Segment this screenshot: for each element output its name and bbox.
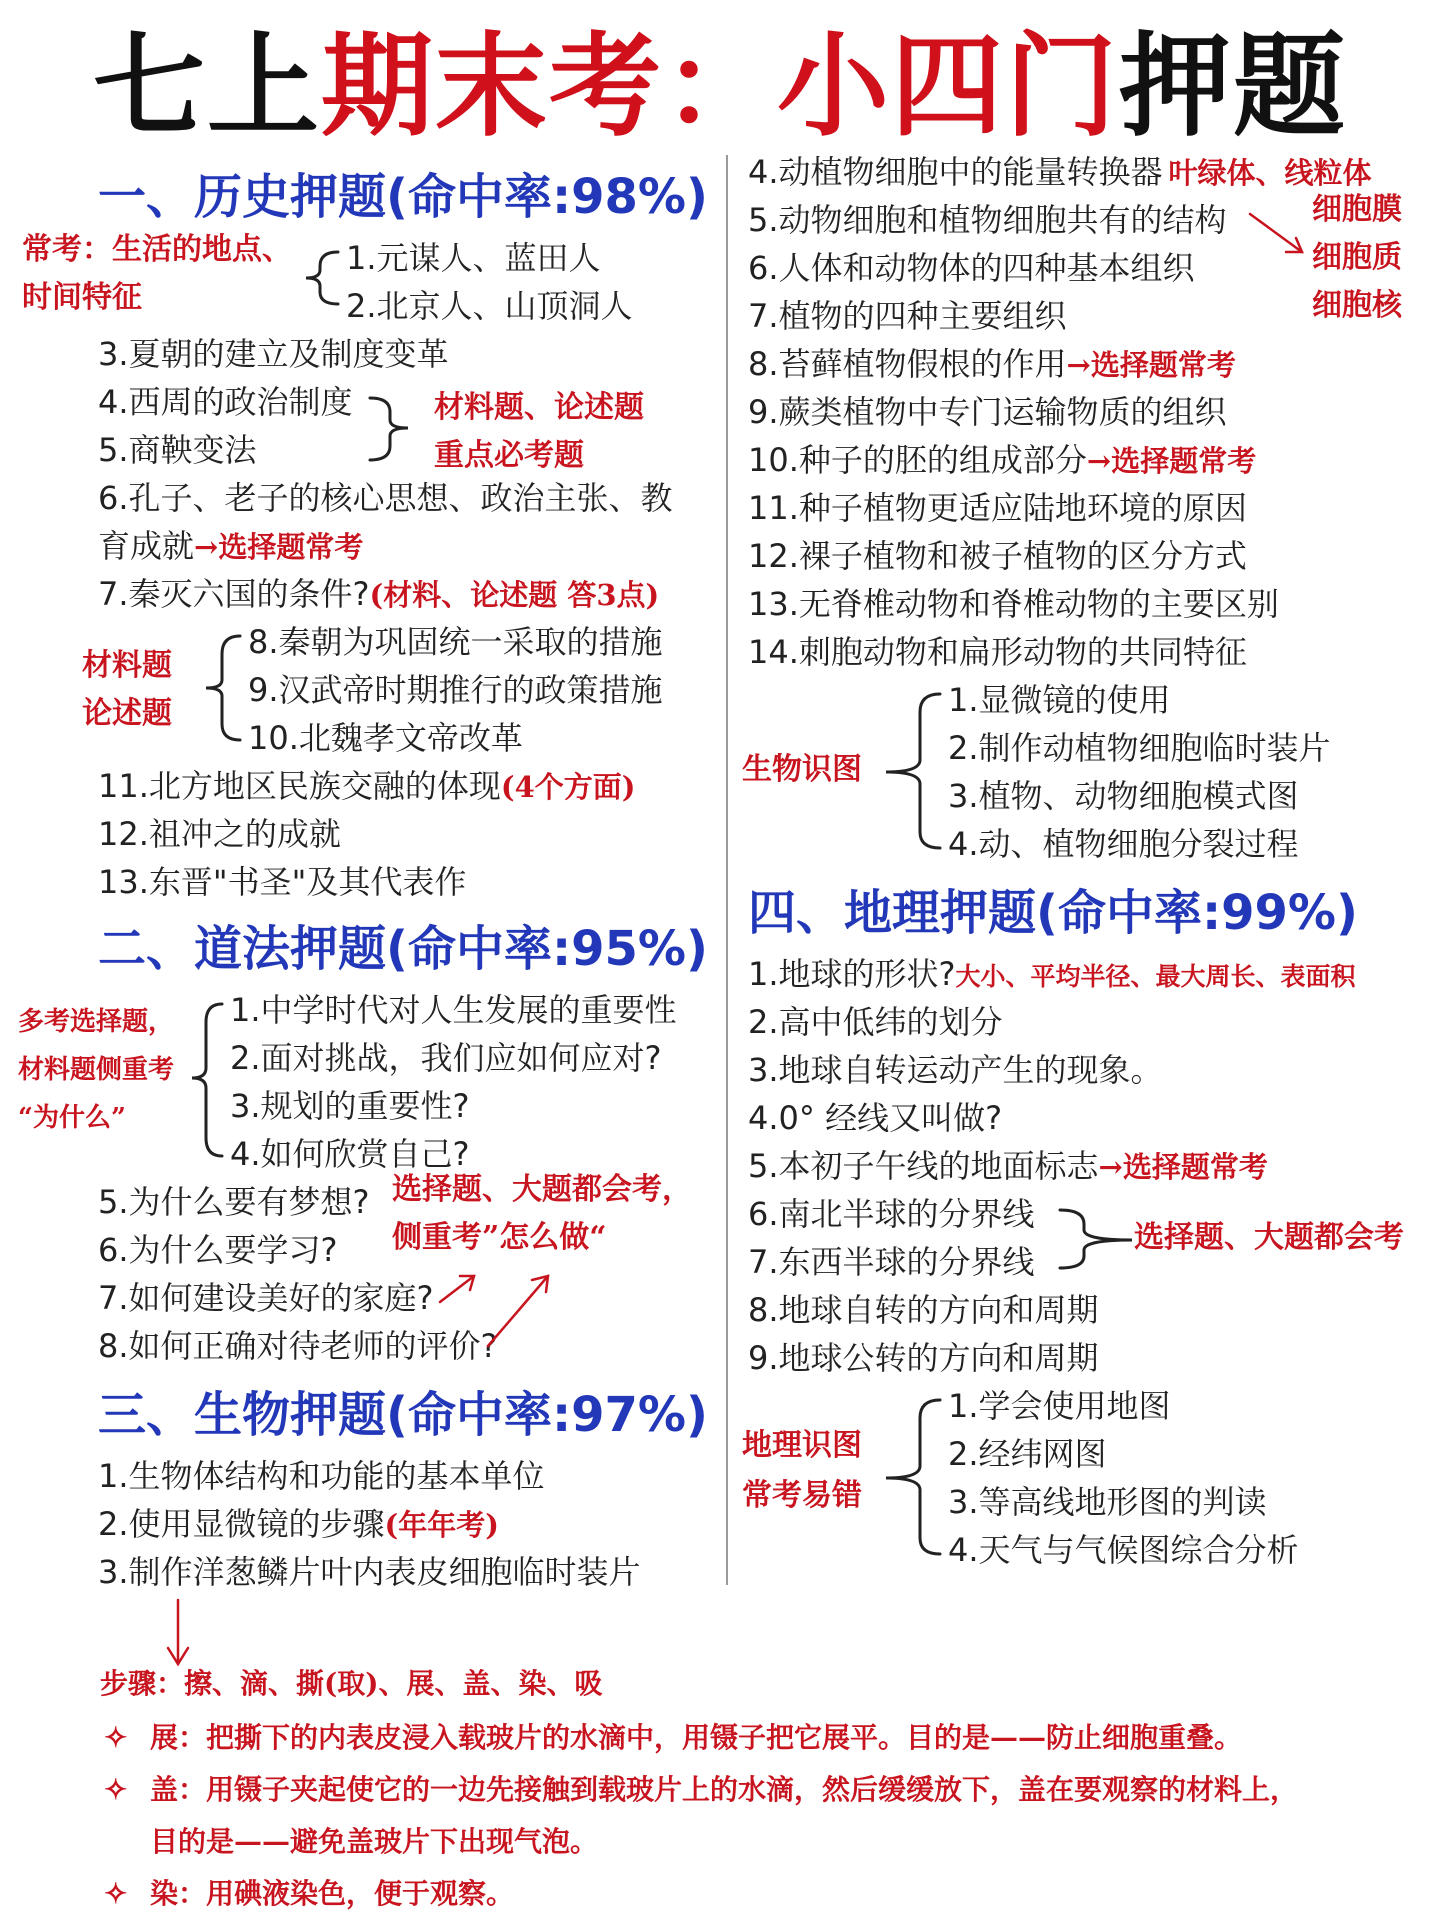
title-part1: 七上 [93,22,321,152]
history-item-13: 13.东晋"书圣"及其代表作 [98,863,467,901]
history-item-3: 3.夏朝的建立及制度变革 [98,335,449,373]
step-bullet-3: ✧ [104,1877,128,1910]
brace-daofa-1-4 [192,1004,222,1156]
biology-item-9: 9.蕨类植物中专门运输物质的组织 [748,393,1227,431]
geography-item-8: 8.地球自转的方向和周期 [748,1291,1099,1329]
history-item-9: 9.汉武帝时期推行的政策措施 [248,671,663,709]
brace-history-8-10 [206,636,240,740]
daofa-heading: 二、道法押题(命中率:95%) [98,921,708,977]
daofa-item-3: 3.规划的重要性? [230,1087,470,1125]
title-part2: 期末考：小四门 [321,22,1119,152]
biology-heading: 三、生物押题(命中率:97%) [98,1387,708,1443]
steps-title: 步骤：擦、滴、撕(取)、展、盖、染、吸 [100,1667,603,1700]
history-note-810-2: 论述题 [82,696,172,731]
geography-recog-label-2: 常考易错 [742,1478,862,1513]
daofa-item-6: 6.为什么要学习? [98,1231,338,1269]
step-bullet-1: ✧ [104,1721,128,1754]
brace-geography-6-7 [1060,1210,1132,1268]
biology-item-3: 3.制作洋葱鳞片叶内表皮细胞临时装片 [98,1553,641,1591]
geography-recog-item-2: 2.经纬网图 [948,1435,1107,1473]
history-note-7: (材料、论述题 答3点) [369,578,660,612]
arrow-daofa-8 [488,1276,548,1346]
biology-note-5-1: 细胞膜 [1312,192,1402,227]
geography-recog-label-1: 地理识图 [742,1428,862,1463]
daofa-item-8: 8.如何正确对待老师的评价? [98,1327,498,1365]
biology-item-5: 5.动物细胞和植物细胞共有的结构 [748,201,1227,239]
biology-item-10-text: 10.种子的胚的组成部分 [748,441,1087,479]
step-2-cont: 目的是——避免盖玻片下出现气泡。 [150,1825,599,1858]
biology-item-8-text: 8.苔藓植物假根的作用 [748,345,1067,383]
arrow-biology-5 [1250,214,1302,252]
biology-recog-item-4: 4.动、植物细胞分裂过程 [948,825,1299,863]
biology-item-13: 13.无脊椎动物和脊椎动物的主要区别 [748,585,1279,623]
biology-recog-item-2: 2.制作动植物细胞临时装片 [948,729,1331,767]
geography-note-5: →选择题常考 [1098,1150,1268,1184]
daofa-side-note-2: 材料题侧重考 [18,1055,175,1085]
history-item-2: 2.北京人、山顶洞人 [346,287,633,325]
biology-item-2-text: 2.使用显微镜的步骤 [98,1505,385,1543]
biology-note-2: (年年考) [384,1508,499,1542]
history-item-5: 5.商鞅变法 [98,431,257,469]
biology-item-11: 11.种子植物更适应陆地环境的原因 [748,489,1247,527]
geography-note-1: 大小、平均半径、最大周长、表面积 [955,962,1356,991]
daofa-note-1: 选择题、大题都会考， [392,1172,692,1207]
history-note-45-2: 重点必考题 [434,438,584,473]
geography-item-7: 7.东西半球的分界线 [748,1243,1035,1281]
history-note-11: (4个方面) [500,770,636,804]
geography-recog-item-1: 1.学会使用地图 [948,1387,1171,1425]
history-side-note-2: 时间特征 [22,280,142,315]
history-note-6: →选择题常考 [194,530,364,564]
biology-item-14: 14.刺胞动物和扁形动物的共同特征 [748,633,1247,671]
geography-item-6: 6.南北半球的分界线 [748,1195,1035,1233]
biology-recog-label: 生物识图 [742,752,862,787]
daofa-side-note-1: 多考选择题， [18,1007,175,1037]
biology-recog-item-1: 1.显微镜的使用 [948,681,1171,719]
biology-item-12: 12.裸子植物和被子植物的区分方式 [748,537,1247,575]
geography-heading: 四、地理押题(命中率:99%) [748,885,1358,941]
daofa-item-4: 4.如何欣赏自己? [230,1135,470,1173]
geography-recog-item-4: 4.天气与气候图综合分析 [948,1531,1299,1569]
biology-item-4-text: 4.动植物细胞中的能量转换器 [748,153,1163,191]
history-note-45-1: 材料题、论述题 [434,390,644,425]
history-item-6: 6.孔子、老子的核心思想、政治主张、教 [98,479,673,517]
geography-item-3: 3.地球自转运动产生的现象。 [748,1051,1163,1089]
geography-item-5-text: 5.本初子午线的地面标志 [748,1147,1099,1185]
daofa-item-5: 5.为什么要有梦想? [98,1183,370,1221]
brace-geography-recog [886,1400,940,1554]
biology-note-10: →选择题常考 [1086,444,1257,478]
step-3: 染：用碘液染色，便于观察。 [150,1877,515,1910]
geography-item-9: 9.地球公转的方向和周期 [748,1339,1099,1377]
daofa-item-7: 7.如何建设美好的家庭? [98,1279,434,1317]
biology-recog-item-3: 3.植物、动物细胞模式图 [948,777,1299,815]
brace-biology-recog [886,694,940,848]
brace-history-4-5 [370,398,408,460]
geography-item-2: 2.高中低纬的划分 [748,1003,1003,1041]
daofa-side-note-3: “为什么” [18,1103,126,1133]
history-heading: 一、历史押题(命中率:98%) [98,169,708,225]
biology-note-5-2: 细胞质 [1312,240,1402,275]
daofa-item-2: 2.面对挑战，我们应如何应对? [230,1039,662,1077]
step-bullet-2: ✧ [104,1773,128,1806]
history-item-7-text: 7.秦灭六国的条件? [98,575,370,613]
biology-note-5-3: 细胞核 [1312,288,1402,323]
daofa-note-2: 侧重考”怎么做“ [392,1220,607,1255]
history-item-6-cont-text: 育成就 [98,527,195,565]
geography-item-1-text: 1.地球的形状? [748,955,956,993]
history-item-1: 1.元谋人、蓝田人 [346,239,601,277]
history-item-12: 12.祖冲之的成就 [98,815,341,853]
history-note-810-1: 材料题 [82,648,172,683]
brace-history-1-2 [306,252,338,304]
geography-item-4: 4.0° 经线又叫做? [748,1099,1003,1137]
title-part3: 押题 [1119,22,1347,152]
biology-note-4: 叶绿体、线粒体 [1168,156,1372,190]
biology-item-7: 7.植物的四种主要组织 [748,297,1067,335]
history-side-note-1: 常考：生活的地点、 [22,232,292,267]
history-item-8: 8.秦朝为巩固统一采取的措施 [248,623,663,661]
history-item-4: 4.西周的政治制度 [98,383,353,421]
arrow-daofa-7 [440,1276,474,1302]
geography-recog-item-3: 3.等高线地形图的判读 [948,1483,1267,1521]
step-1: 展：把撕下的内表皮浸入载玻片的水滴中，用镊子把它展平。目的是——防止细胞重叠。 [150,1721,1243,1754]
geography-note-67: 选择题、大题都会考 [1134,1220,1404,1255]
step-2: 盖：用镊子夹起使它的一边先接触到载玻片上的水滴，然后缓缓放下，盖在要观察的材料上， [150,1773,1299,1806]
daofa-item-1: 1.中学时代对人生发展的重要性 [230,991,677,1029]
biology-item-1: 1.生物体结构和功能的基本单位 [98,1457,545,1495]
biology-note-8: →选择题常考 [1066,348,1236,382]
history-item-10: 10.北魏孝文帝改革 [248,719,523,757]
history-item-11-text: 11.北方地区民族交融的体现 [98,767,501,805]
biology-item-6: 6.人体和动物体的四种基本组织 [748,249,1195,287]
